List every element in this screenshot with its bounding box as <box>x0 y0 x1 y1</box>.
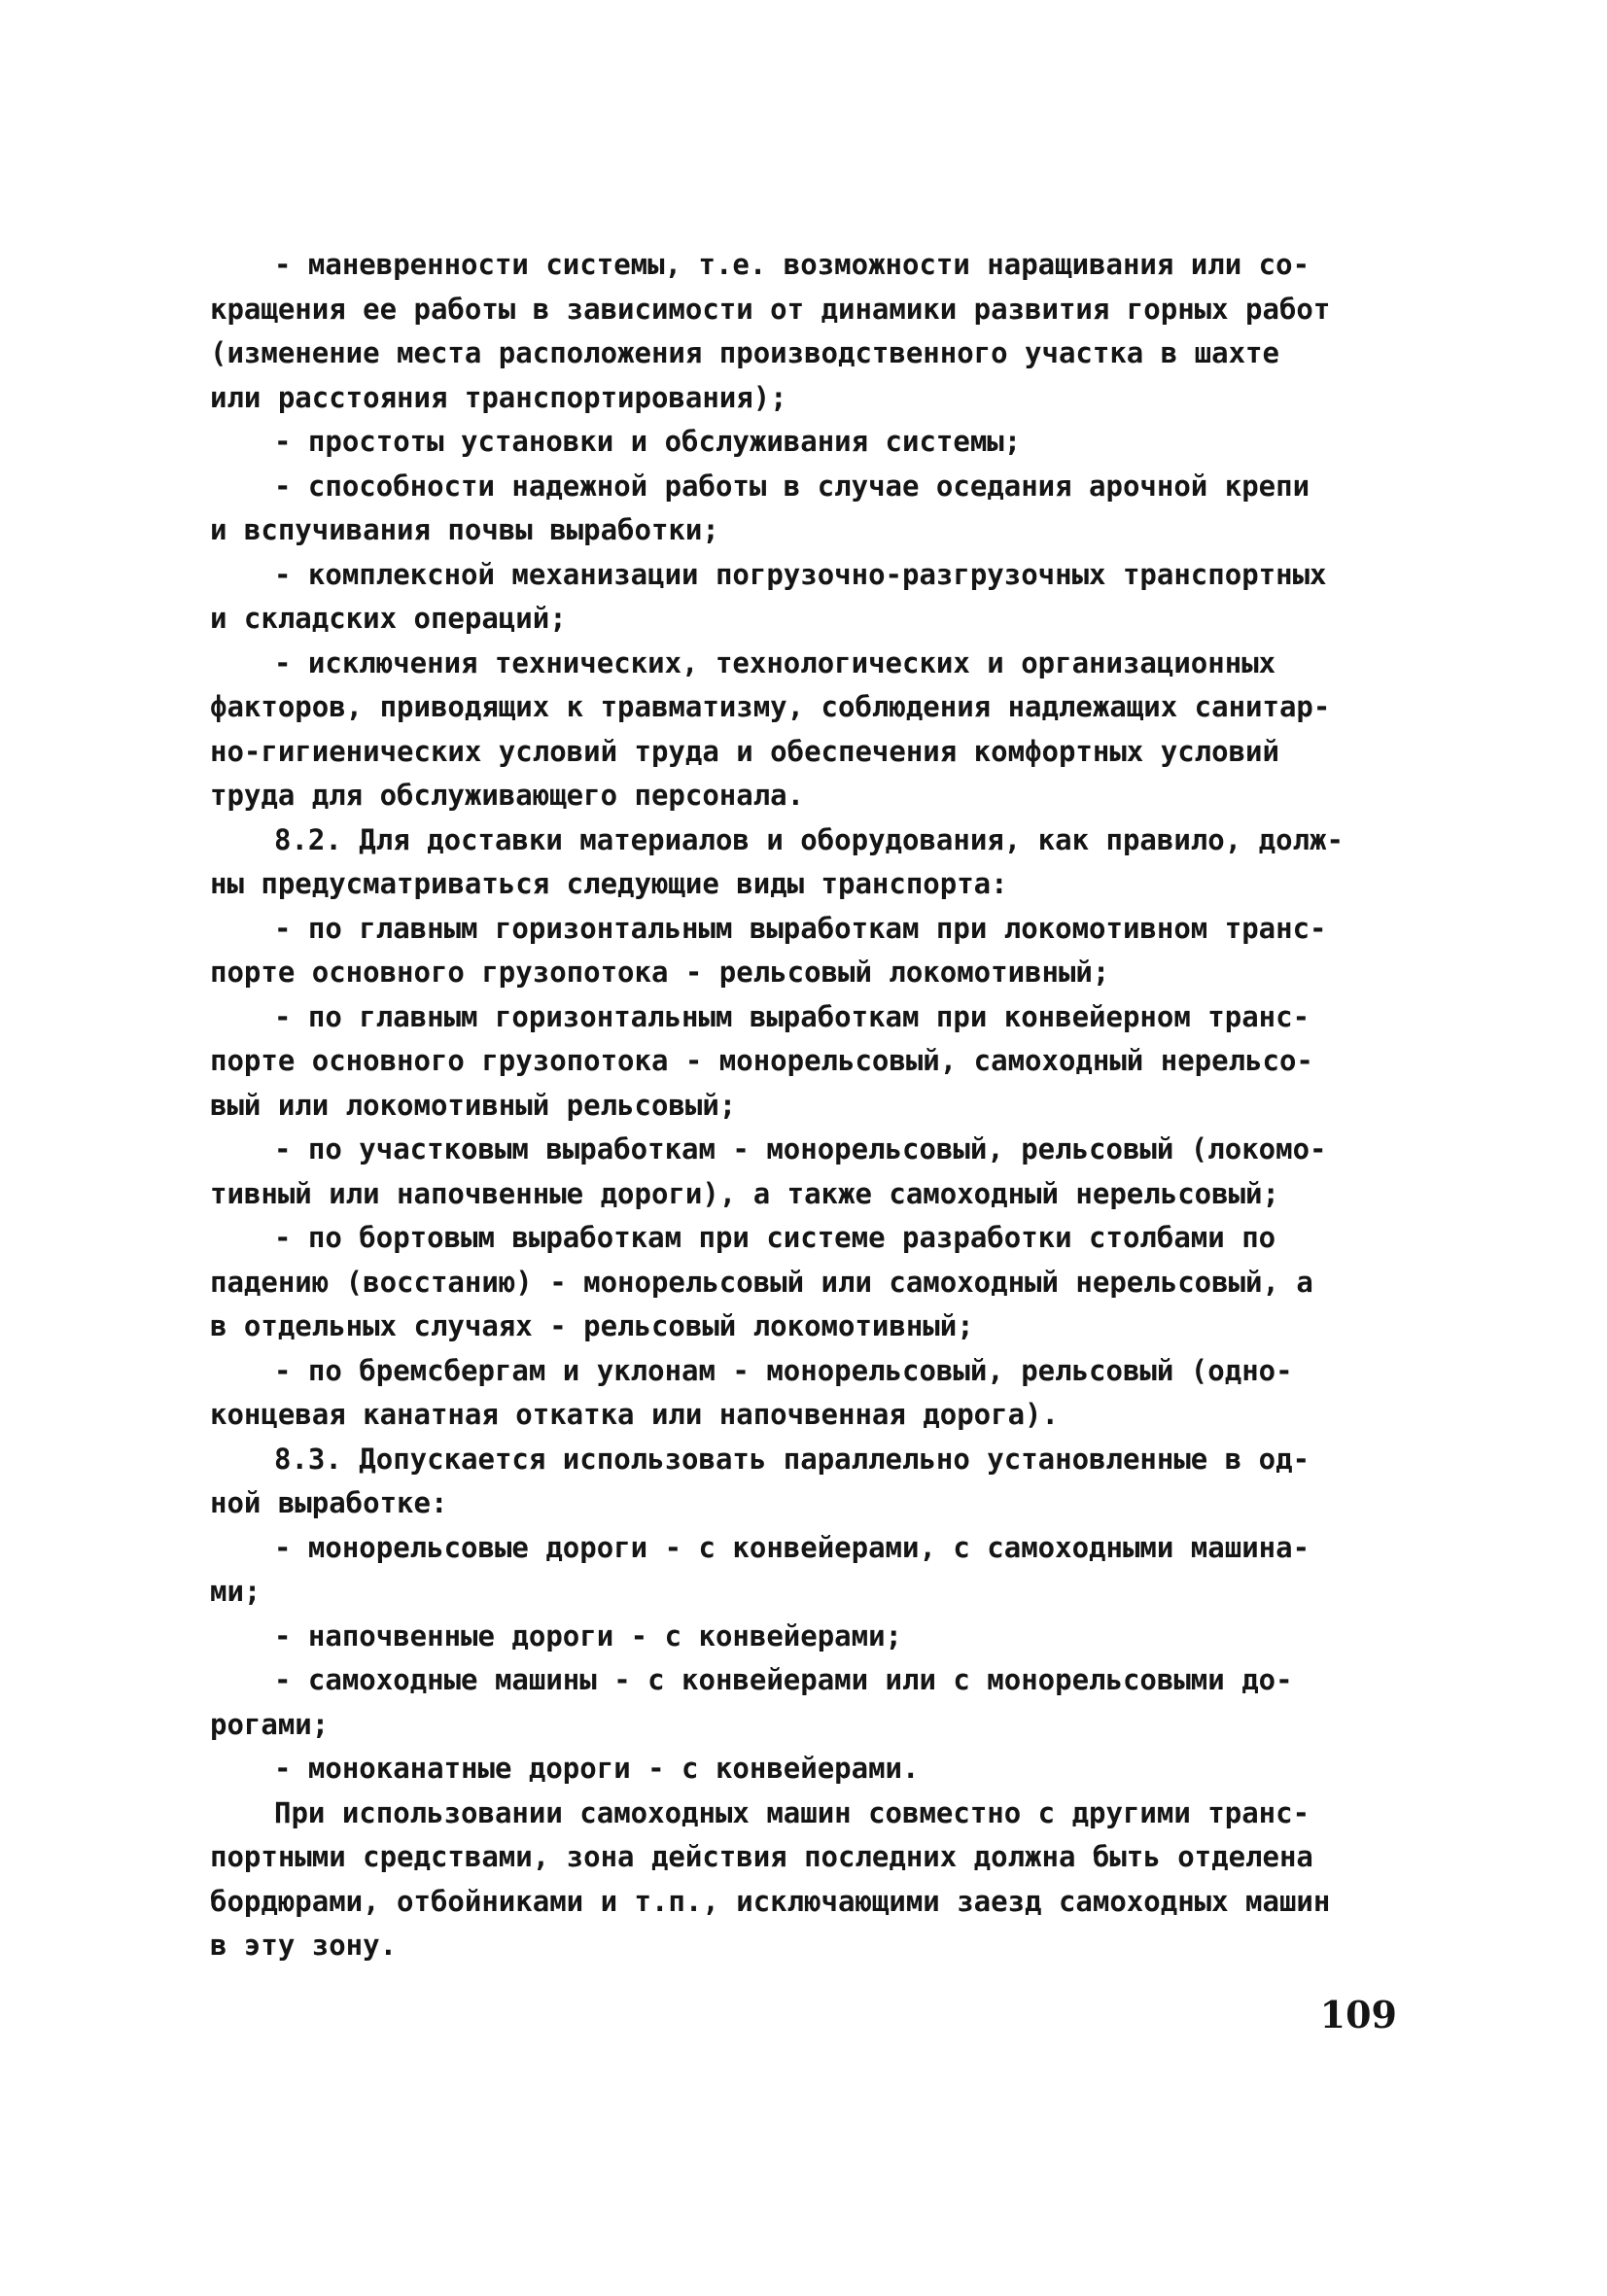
text-line: тивный или напочвенные дороги), а также самоходный нерельсовый; <box>210 1176 1279 1210</box>
text-line: и складских операций; <box>210 602 567 635</box>
text-line: портными средствами, зона действия последних должна быть отделена <box>210 1840 1313 1873</box>
text-line: концевая канатная откатка или напочвенная дорога). <box>210 1398 1059 1431</box>
text-line: ны предусматриваться следующие виды транспорта: <box>210 867 1008 900</box>
text-line: или расстояния транспортирования); <box>210 380 787 414</box>
text-line: ной выработке: <box>210 1486 448 1519</box>
text-line: - комплексной механизации погрузочно-разгрузочных транспортных <box>274 557 1327 591</box>
text-line: кращения ее работы в зависимости от динамики развития горных работ <box>210 292 1331 326</box>
text-line: - по главным горизонтальным выработкам при конвейерном транс- <box>274 999 1310 1033</box>
text-line: - самоходные машины - с конвейерами или с монорельсовыми до- <box>274 1663 1293 1696</box>
text-line: - монорельсовые дороги - с конвейерами, с самоходными машина- <box>274 1530 1310 1564</box>
page-number: 109 <box>1319 1993 1397 2036</box>
text-line: ми; <box>210 1575 262 1608</box>
text-line: факторов, приводящих к травматизму, соблюдения надлежащих санитар- <box>210 690 1331 723</box>
text-line: - по участковым выработкам - монорельсовый, рельсовый (локомо- <box>274 1132 1327 1165</box>
text-line: и вспучивания почвы выработки; <box>210 513 719 546</box>
text-line: При использовании самоходных машин совместно с другими транс- <box>274 1795 1310 1829</box>
text-line: - способности надежной работы в случае оседания арочной крепи <box>274 469 1310 503</box>
text-line: падению (восстанию) - монорельсовый или самоходный нерельсовый, а <box>210 1265 1313 1299</box>
text-line: 8.2. Для доставки материалов и оборудования, как правило, долж- <box>274 822 1344 856</box>
body-text <box>210 243 1415 1968</box>
text-line: - по бортовым выработкам при системе разработки столбами по <box>274 1221 1276 1254</box>
text-line: в отдельных случаях - рельсовый локомотивный; <box>210 1309 974 1342</box>
text-line: порте основного грузопотока - рельсовый локомотивный; <box>210 956 1110 989</box>
text-line: - моноканатные дороги - с конвейерами. <box>274 1752 920 1785</box>
text-line: - простоты установки и обслуживания системы; <box>274 425 1022 458</box>
text-line: в эту зону. <box>210 1929 398 1962</box>
text-line: - маневренности системы, т.е. возможности наращивания или со- <box>274 248 1310 281</box>
text-line: рогами; <box>210 1707 330 1741</box>
text-line: порте основного грузопотока - монорельсовый, самоходный нерельсо- <box>210 1044 1313 1077</box>
text-line: вый или локомотивный рельсовый; <box>210 1088 737 1122</box>
text-line: - по главным горизонтальным выработкам при локомотивном транс- <box>274 911 1327 945</box>
text-line: - по бремсбергам и уклонам - монорельсовый, рельсовый (одно- <box>274 1353 1293 1387</box>
text-line: - напочвенные дороги - с конвейерами; <box>274 1618 903 1652</box>
text-line: бордюрами, отбойниками и т.п., исключающими заезд самоходных машин <box>210 1884 1331 1918</box>
text-line: (изменение места расположения производственного участка в шахте <box>210 336 1279 369</box>
text-line: но-гигиенических условий труда и обеспечения комфортных условий <box>210 734 1279 768</box>
text-line: труда для обслуживающего персонала. <box>210 779 805 812</box>
text-line: 8.3. Допускается использовать параллельно установленные в од- <box>274 1442 1310 1476</box>
text-line: - исключения технических, технологических и организационных <box>274 645 1276 679</box>
